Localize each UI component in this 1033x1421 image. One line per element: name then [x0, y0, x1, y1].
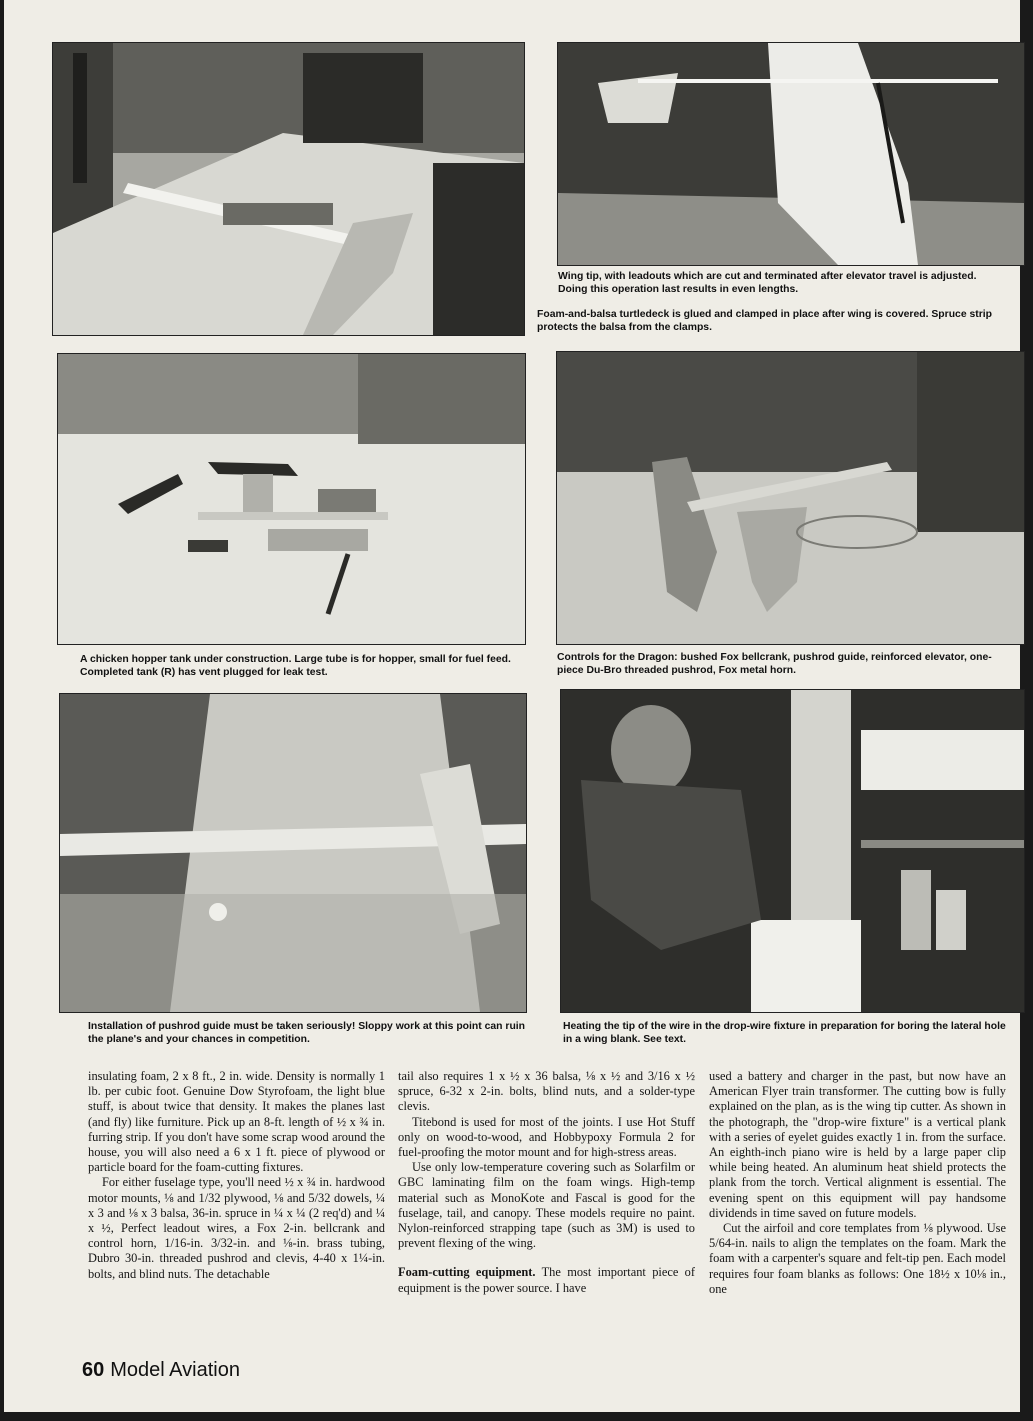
paragraph: [398, 1265, 695, 1295]
paragraph-gap: [398, 1251, 695, 1265]
paragraph: Titebond is used for most of the joints. I use Hot Stuff only on wood-to-wood, and Hobbypoxy Formula 2 for fuel-proofing the motor mount and for high-stress areas.: [398, 1114, 695, 1160]
photo-pushrod-guide: [59, 693, 527, 1013]
caption-controls: Controls for the Dragon: bushed Fox bellcrank, pushrod guide, reinforced elevator, one-piece Du-Bro threaded pushrod, Fox metal horn.: [557, 652, 992, 676]
paragraph: For either fuselage type, you'll need ½ x ¾ in. hardwood motor mounts, ⅛ and 1/32 plywood, ⅛ and 5/32 dowels, ¼ x 3 and ⅛ x 3 balsa, 36-in. spruce in ¼ x ¼ (2 req'd) and ¼ x ½, Perfect leadout wires, a Fox 2-in. bellcrank and control horn, 1/16-in. 3/32-in. and ⅛-in. brass tubing, Dubro 30-in. threaded pushrod and clevis, 4-40 x 1¼-in. bolts, and blind nuts. The detachable: [88, 1175, 385, 1281]
photo-hopper-tank: [57, 353, 526, 645]
photo-wing-tip: [557, 42, 1025, 266]
paragraph: used a battery and charger in the past, but now have an American Flyer train transformer. The cutting bow is fully explained on the plan, as is the wing tip cutter. As shown in the photograph, the "drop-wire fixture" is a vertical plank with a series of eyelet guides exactly 1 in. from the surface. An eighth-inch piano wire is held by a large paper clip while being heated. An aluminum heat shield protects the plank from the torch. Vertical alignment is essential. The evening spent on this equipment will pay handsome dividends in time saved on future models.: [709, 1069, 1006, 1220]
paragraph: tail also requires 1 x ½ x 36 balsa, ⅛ x ½ and 3/16 x ½ spruce, 6-32 x 2-in. bolts, blind nuts, and a solder-type clevis.: [398, 1069, 695, 1114]
caption-drop-wire: Heating the tip of the wire in the drop-wire fixture in preparation for boring the lateral hole in a wing blank. See text.: [563, 1021, 1006, 1045]
text-column-1: [88, 1069, 385, 1282]
caption-pushrod-guide: Installation of pushrod guide must be taken seriously! Sloppy work at this point can ruin the plane's and your chances in competition.: [88, 1021, 526, 1045]
section-heading: Foam-cutting equipment.: [398, 1265, 536, 1280]
magazine-page: [4, 0, 1020, 1412]
page-footer: [82, 1359, 240, 1382]
caption-wing-tip: Wing tip, with leadouts which are cut and terminated after elevator travel is adjusted. Doing this operation last results in even lengths.: [558, 271, 977, 295]
text-column-3: [709, 1069, 1006, 1297]
paragraph: insulating foam, 2 x 8 ft., 2 in. wide. Density is normally 1 lb. per cubic foot. Genuine Dow Styrofoam, the light blue stuff, is about twice that density. It makes the planes last (and fly) like furniture. Pick up an 8-ft. length of ½ x ¾ in. furring strip. If you don't have some scrap wood around the house, you will also need a 6 x 1 ft. piece of plywood or particle board for the foam-cutting fixtures.: [88, 1069, 385, 1175]
page-number: 60: [82, 1359, 105, 1381]
paragraph: Cut the airfoil and core templates from ⅛ plywood. Use 5/64-in. nails to align the templates on the foam. Mark the foam with a carpenter's square and felt-tip pen. Each model requires four foam blanks as follows: One 18½ x 10⅛ in., one: [709, 1221, 1006, 1296]
caption-turtledeck: Foam-and-balsa turtledeck is glued and clamped in place after wing is covered. Spruce strip protects the balsa from the clamps.: [537, 309, 993, 333]
paragraph: Use only low-temperature covering such as Solarfilm or GBC laminating film on the foam wings. High-temp material such as MonoKote and Fascal is good for the fuselage, tail, and canopy. These models require no paint. Nylon-reinforced strapping tape (such as 3M) is used to prevent flexing of the wing.: [398, 1160, 695, 1251]
photo-drop-wire: [560, 689, 1025, 1013]
paragraph-text: The most important piece of equipment is the power source. I have: [398, 1265, 695, 1295]
photo-controls: [556, 351, 1025, 645]
text-column-2: [398, 1069, 695, 1296]
magazine-title: Model Aviation: [110, 1359, 240, 1381]
caption-hopper-tank: A chicken hopper tank under construction. Large tube is for hopper, small for fuel feed. Completed tank (R) has vent plugged for leak test.: [80, 654, 511, 678]
photo-workbench-clamps: [52, 42, 525, 336]
